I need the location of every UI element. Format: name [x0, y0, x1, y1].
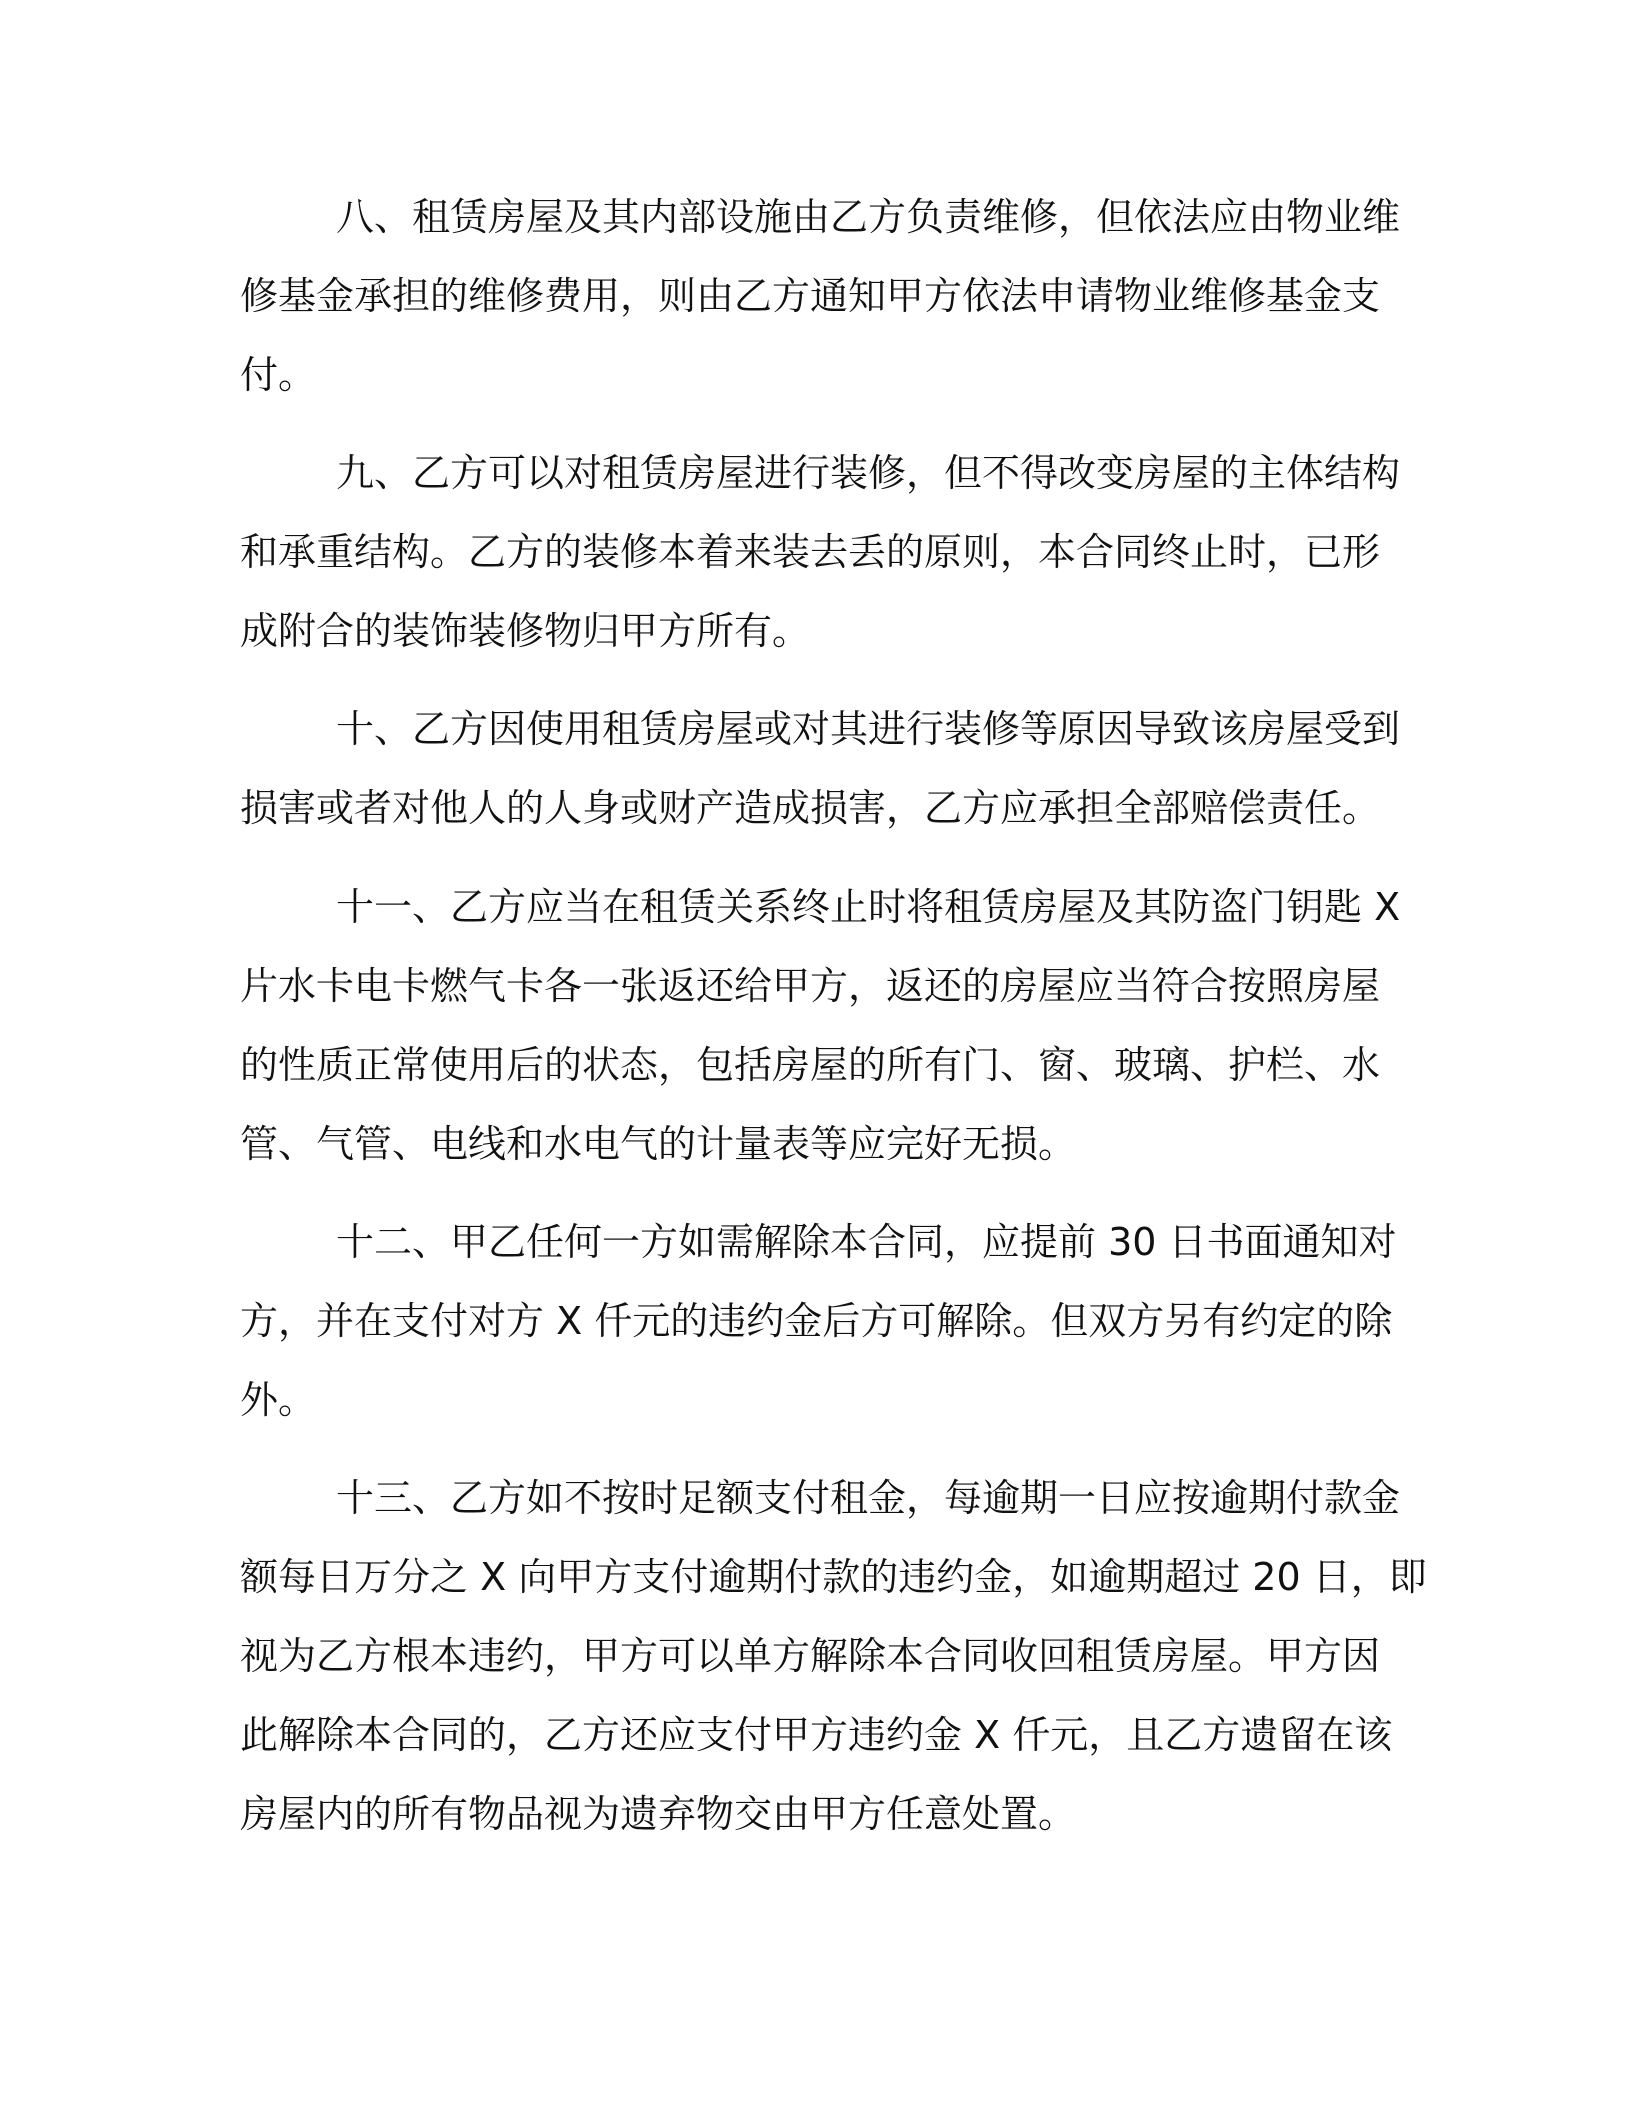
clause-line: 付。 [240, 353, 317, 397]
clause-13-paragraph [240, 1459, 1427, 1854]
clause-line: 的性质正常使用后的状态，包括房屋的所有门、窗、玻璃、护栏、水 [240, 1043, 1381, 1087]
clause-line: 十二、甲乙任何一方如需解除本合同，应提前 30 日书面通知对 [336, 1220, 1397, 1264]
clause-line: 管、气管、电线和水电气的计量表等应完好无损。 [240, 1122, 1077, 1166]
clause-line: 十一、乙方应当在租赁关系终止时将租赁房屋及其防盗门钥匙 X [336, 885, 1401, 929]
clause-line: 外。 [240, 1378, 317, 1422]
clause-line: 损害或者对他人的人身或财产造成损害，乙方应承担全部赔偿责任。 [240, 786, 1381, 830]
clause-line: 方，并在支付对方 X 仟元的违约金后方可解除。但双方另有约定的除 [240, 1299, 1393, 1343]
clause-11-paragraph [240, 868, 1401, 1184]
clause-10-paragraph [240, 690, 1401, 848]
clause-line: 成附合的装饰装修物归甲方所有。 [240, 609, 811, 653]
clause-line: 十、乙方因使用租赁房屋或对其进行装修等原因导致该房屋受到 [336, 707, 1401, 751]
clause-line: 视为乙方根本违约，甲方可以单方解除本合同收回租赁房屋。甲方因 [240, 1634, 1381, 1678]
clause-line: 片水卡电卡燃气卡各一张返还给甲方，返还的房屋应当符合按照房屋 [240, 964, 1381, 1008]
clause-line: 八、租赁房屋及其内部设施由乙方负责维修，但依法应由物业维 [336, 195, 1401, 239]
clause-line: 修基金承担的维修费用，则由乙方通知甲方依法申请物业维修基金支 [240, 274, 1381, 318]
clause-line: 和承重结构。乙方的装修本着来装去丢的原则，本合同终止时，已形 [240, 530, 1381, 574]
clause-line: 房屋内的所有物品视为遗弃物交由甲方任意处置。 [240, 1792, 1077, 1836]
clause-8-paragraph [240, 178, 1401, 415]
clause-line: 九、乙方可以对租赁房屋进行装修，但不得改变房屋的主体结构 [336, 451, 1401, 495]
clause-12-paragraph [240, 1203, 1397, 1440]
clause-9-paragraph [240, 434, 1401, 671]
clause-line: 额每日万分之 X 向甲方支付逾期付款的违约金，如逾期超过 20 日，即 [240, 1555, 1427, 1599]
clause-line: 十三、乙方如不按时足额支付租金，每逾期一日应按逾期付款金 [336, 1476, 1401, 1520]
clause-line: 此解除本合同的，乙方还应支付甲方违约金 X 仟元，且乙方遗留在该 [240, 1713, 1393, 1757]
